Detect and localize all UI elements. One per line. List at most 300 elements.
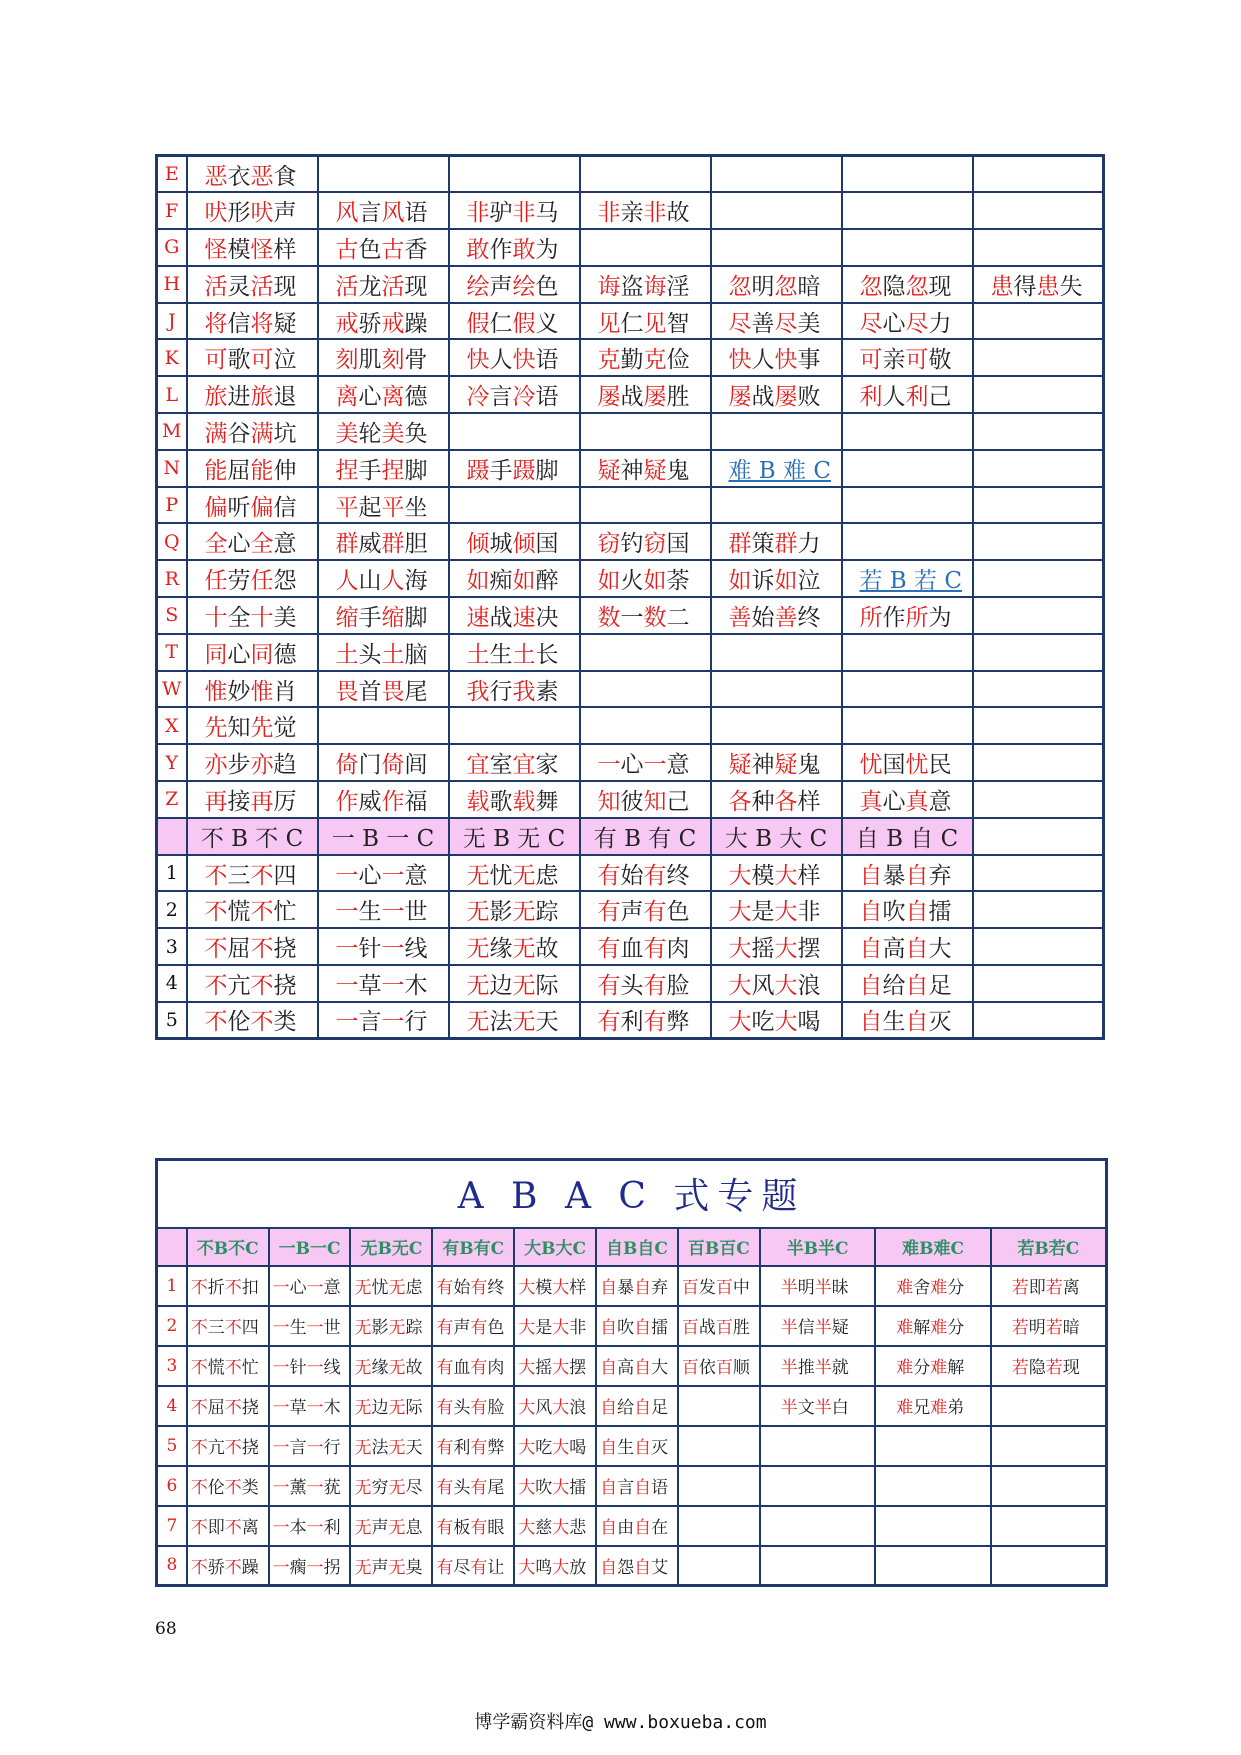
table-row [157,1466,1107,1506]
idiom-char: 自 [600,1358,618,1378]
idiom-cell [842,192,973,229]
pattern-link[interactable]: 难 B 难 C [728,457,831,484]
idiom-cell [842,891,973,928]
idiom-char: 大 [552,1557,570,1578]
idiom-char: 声 [620,899,644,926]
abac-idiom-table-2 [155,1158,1108,1587]
idiom-char: 香 [404,236,428,263]
row-label: L [157,376,187,413]
pattern-header-row [157,818,1104,855]
idiom-char: 缩 [335,604,359,631]
idiom-char: 头 [453,1478,471,1498]
idiom-cell [318,1002,449,1039]
idiom-char: 薰 [289,1478,307,1498]
idiom-char: 脑 [404,641,428,668]
page-number: 68 [155,1619,177,1639]
idiom-char: 马 [535,200,559,227]
idiom-cell [711,487,842,524]
idiom-char: 有 [643,936,667,963]
idiom-cell [973,192,1104,229]
idiom-char: 歌 [227,347,251,374]
idiom-cell [269,1466,351,1506]
idiom-char: 无 [354,1278,372,1298]
idiom-char: 戒 [381,310,405,337]
idiom-char: 摇 [751,936,775,963]
idiom-char: 觉 [273,715,297,742]
idiom-char: 亲 [882,347,906,374]
idiom-char: 忽 [905,273,929,300]
idiom-char: 不 [224,1398,242,1418]
idiom-cell [842,523,973,560]
idiom-char: 百 [681,1278,699,1298]
idiom-char: 大 [518,1278,536,1298]
table-row [157,707,1104,744]
idiom-char: 忧 [371,1278,389,1298]
idiom-char: 彼 [620,788,644,815]
row-label: F [157,192,187,229]
idiom-cell [187,744,318,781]
idiom-char: 妙 [227,678,251,705]
idiom-char: 诲 [643,273,667,300]
idiom-char: 扣 [241,1278,259,1298]
idiom-cell [875,1266,991,1306]
idiom-char: 宜 [466,752,490,779]
idiom-char: 头 [620,972,644,999]
idiom-char: 假 [466,310,490,337]
idiom-char: 十 [250,604,274,631]
idiom-char: 自 [634,1358,652,1378]
idiom-char: 吹 [882,899,906,926]
idiom-char: 可 [905,347,929,374]
idiom-char: 见 [597,310,621,337]
idiom-char: 浪 [569,1398,587,1418]
idiom-cell [580,376,711,413]
idiom-char: 平 [381,494,405,521]
idiom-cell [842,597,973,634]
table-row [157,156,1104,193]
idiom-char: 劳 [227,568,251,595]
idiom-char: 无 [354,1557,372,1578]
idiom-cell [187,303,318,340]
idiom-char: 屡 [597,384,621,411]
idiom-char: 全 [250,531,274,558]
idiom-char: 自 [859,972,883,999]
idiom-char: 作 [489,236,513,263]
idiom-char: 决 [535,604,559,631]
idiom-char: 躁 [241,1557,259,1578]
idiom-char: 无 [512,862,536,889]
idiom-char: 不 [190,1398,208,1418]
idiom-char: 自 [905,972,929,999]
pattern-header: 百B百C [678,1228,760,1266]
idiom-cell [187,560,318,597]
idiom-cell [711,707,842,744]
idiom-char: 人 [751,347,775,374]
table-row [157,1266,1107,1306]
idiom-char: 德 [273,641,297,668]
row-label: M [157,413,187,450]
idiom-char: 蹑 [512,457,536,484]
pattern-header: 一 B 一 C [318,818,449,855]
idiom-char: 大 [728,972,752,999]
idiom-cell [350,1386,432,1426]
idiom-char: 脚 [535,457,559,484]
idiom-char: 摆 [569,1358,587,1378]
idiom-char: 无 [466,936,490,963]
idiom-cell [187,781,318,818]
idiom-char: 难 [896,1318,914,1338]
idiom-char: 信 [273,494,297,521]
idiom-cell [449,744,580,781]
idiom-cell [449,487,580,524]
idiom-char: 自 [905,1009,929,1036]
idiom-char: 一 [272,1518,290,1538]
idiom-cell [596,1346,678,1386]
idiom-char: 挠 [273,972,297,999]
idiom-char: 怨 [617,1557,635,1578]
idiom-char: 线 [323,1358,341,1378]
idiom-char: 半 [814,1398,832,1418]
idiom-char: 群 [381,531,405,558]
idiom-cell [842,928,973,965]
idiom-char: 一 [306,1358,324,1378]
idiom-cell [187,1346,269,1386]
idiom-char: 勤 [620,347,644,374]
idiom-char: 退 [273,384,297,411]
idiom-cell [580,560,711,597]
idiom-char: 不 [224,1478,242,1498]
idiom-char: 色 [666,899,690,926]
idiom-char: 无 [512,899,536,926]
idiom-cell [973,266,1104,303]
table-row [157,855,1104,892]
idiom-char: 一 [597,752,621,779]
row-label: 3 [157,1346,187,1386]
idiom-char: 色 [535,273,559,300]
idiom-char: 一 [272,1278,290,1298]
idiom-cell [449,339,580,376]
idiom-cell [580,744,711,781]
idiom-char: 人 [489,347,513,374]
idiom-char: 大 [518,1358,536,1378]
idiom-cell [514,1546,596,1586]
idiom-char: 瘸 [289,1557,307,1578]
idiom-char: 大 [728,1009,752,1036]
idiom-char: 速 [466,604,490,631]
idiom-char: 半 [814,1278,832,1298]
idiom-char: 尽 [405,1478,423,1498]
idiom-cell [973,303,1104,340]
table-row [157,928,1104,965]
idiom-char: 畏 [381,678,405,705]
idiom-char: 百 [681,1318,699,1338]
idiom-cell [318,156,449,193]
idiom-char: 疑 [728,752,752,779]
idiom-char: 非 [466,200,490,227]
idiom-char: 大 [552,1398,570,1418]
idiom-cell [318,266,449,303]
idiom-cell [842,855,973,892]
idiom-cell [991,1426,1107,1466]
row-label: W [157,671,187,708]
idiom-char: 将 [204,310,228,337]
idiom-char: 平 [335,494,359,521]
idiom-cell [318,781,449,818]
idiom-cell [514,1506,596,1546]
idiom-char: 是 [751,899,775,926]
idiom-cell [432,1386,514,1426]
row-label: E [157,156,187,193]
idiom-cell [760,1346,876,1386]
idiom-cell [973,339,1104,376]
idiom-cell [350,1306,432,1346]
idiom-char: 利 [905,384,929,411]
idiom-cell [580,1002,711,1039]
idiom-char: 挠 [241,1398,259,1418]
idiom-char: 吹 [617,1318,635,1338]
idiom-char: 大 [728,899,752,926]
idiom-char: 弟 [947,1398,965,1418]
idiom-char: 无 [466,972,490,999]
row-label: K [157,339,187,376]
idiom-cell [187,192,318,229]
idiom-char: 色 [487,1318,505,1338]
idiom-char: 缘 [371,1358,389,1378]
idiom-char: 患 [990,273,1014,300]
table-row [157,597,1104,634]
idiom-cell [580,229,711,266]
idiom-char: 亦 [204,752,228,779]
idiom-char: 木 [323,1398,341,1418]
idiom-char: 速 [512,604,536,631]
pattern-header: 自 B 自 C [842,818,973,855]
idiom-char: 家 [535,752,559,779]
idiom-cell [449,303,580,340]
idiom-char: 舞 [535,788,559,815]
idiom-char: 门 [358,752,382,779]
idiom-cell [842,450,973,487]
idiom-cell [514,1466,596,1506]
idiom-cell [973,450,1104,487]
idiom-char: 文 [797,1398,815,1418]
idiom-char: 可 [204,347,228,374]
idiom-char: 天 [405,1438,423,1458]
idiom-cell [711,744,842,781]
idiom-char: 有 [470,1358,488,1378]
idiom-char: 脚 [404,457,428,484]
idiom-char: 尽 [774,310,798,337]
idiom-char: 趋 [273,752,297,779]
idiom-char: 美 [797,310,821,337]
idiom-char: 无 [466,862,490,889]
idiom-char: 有 [597,899,621,926]
idiom-char: 自 [859,936,883,963]
pattern-link[interactable]: 若 B 若 C [859,568,962,595]
idiom-char: 同 [204,641,228,668]
idiom-char: 快 [512,347,536,374]
table-row [157,229,1104,266]
idiom-char: 离 [1062,1278,1080,1298]
idiom-cell [711,266,842,303]
idiom-char: 世 [404,899,428,926]
idiom-char: 大 [651,1358,669,1378]
idiom-cell [187,156,318,193]
idiom-char: 本 [289,1518,307,1538]
idiom-char: 虑 [405,1278,423,1298]
idiom-cell [678,1546,760,1586]
idiom-char: 惟 [204,678,228,705]
idiom-char: 一 [620,604,644,631]
idiom-char: 作 [381,788,405,815]
idiom-char: 弃 [928,862,952,889]
idiom-char: 步 [227,752,251,779]
idiom-char: 有 [597,936,621,963]
idiom-char: 臭 [405,1557,423,1578]
idiom-char: 难 [896,1398,914,1418]
idiom-cell [187,1002,318,1039]
idiom-char: 无 [388,1278,406,1298]
idiom-char: 自 [600,1478,618,1498]
idiom-char: 吹 [535,1478,553,1498]
idiom-char: 无 [354,1518,372,1538]
idiom-char: 际 [535,972,559,999]
idiom-char: 若 [1011,1278,1029,1298]
idiom-char: 窃 [643,531,667,558]
idiom-char: 依 [698,1358,716,1378]
idiom-cell [350,1346,432,1386]
idiom-char: 患 [1036,273,1060,300]
idiom-cell [432,1466,514,1506]
idiom-cell [678,1426,760,1466]
idiom-char: 一 [643,752,667,779]
idiom-cell [187,891,318,928]
idiom-char: 自 [600,1518,618,1538]
row-label: J [157,303,187,340]
idiom-char: 无 [354,1478,372,1498]
idiom-char: 一 [306,1318,324,1338]
idiom-char: 知 [597,788,621,815]
idiom-char: 推 [797,1358,815,1378]
idiom-char: 活 [335,273,359,300]
idiom-char: 影 [371,1318,389,1338]
idiom-cell [350,1426,432,1466]
idiom-cell [350,1506,432,1546]
idiom-char: 大 [928,936,952,963]
idiom-char: 善 [751,310,775,337]
idiom-cell [711,891,842,928]
idiom-char: 声 [371,1518,389,1538]
idiom-char: 现 [1062,1358,1080,1378]
idiom-char: 给 [617,1398,635,1418]
idiom-char: 有 [436,1278,454,1298]
idiom-char: 肌 [358,347,382,374]
idiom-char: 先 [250,715,274,742]
idiom-char: 明 [1028,1318,1046,1338]
idiom-char: 一 [272,1318,290,1338]
idiom-char: 自 [859,899,883,926]
idiom-char: 先 [204,715,228,742]
idiom-cell [991,1266,1107,1306]
idiom-char: 窃 [597,531,621,558]
idiom-char: 不 [190,1478,208,1498]
idiom-char: 吠 [250,200,274,227]
idiom-char: 一 [381,862,405,889]
idiom-char: 自 [600,1438,618,1458]
idiom-char: 一 [272,1478,290,1498]
idiom-cell [580,156,711,193]
idiom-char: 有 [436,1358,454,1378]
idiom-char: 慌 [207,1358,225,1378]
idiom-cell [842,781,973,818]
idiom-char: 载 [512,788,536,815]
idiom-cell [449,266,580,303]
idiom-cell [449,156,580,193]
idiom-cell [269,1546,351,1586]
idiom-char: 言 [289,1438,307,1458]
idiom-cell [875,1346,991,1386]
idiom-cell [580,891,711,928]
idiom-char: 旅 [204,384,228,411]
idiom-cell [973,707,1104,744]
idiom-cell [449,192,580,229]
idiom-char: 若 [1045,1358,1063,1378]
idiom-char: 浪 [797,972,821,999]
idiom-char: 缘 [489,936,513,963]
idiom-char: 鬼 [797,752,821,779]
idiom-char: 福 [404,788,428,815]
idiom-cell [991,1466,1107,1506]
idiom-char: 恶 [204,163,228,190]
idiom-char: 四 [241,1318,259,1338]
idiom-char: 弊 [666,1009,690,1036]
idiom-char: 样 [797,862,821,889]
idiom-char: 畏 [335,678,359,705]
idiom-char: 大 [774,936,798,963]
idiom-cell [318,707,449,744]
idiom-cell [973,1002,1104,1039]
idiom-char: 有 [597,1009,621,1036]
table-row [157,1346,1107,1386]
row-label: H [157,266,187,303]
idiom-cell [318,597,449,634]
idiom-cell [269,1426,351,1466]
idiom-char: 敢 [466,236,490,263]
idiom-char: 绘 [512,273,536,300]
idiom-char: 非 [797,899,821,926]
idiom-cell [711,229,842,266]
idiom-cell [973,597,1104,634]
pattern-header: 有 B 有 C [580,818,711,855]
idiom-char: 为 [928,604,952,631]
idiom-cell [449,376,580,413]
idiom-char: 半 [780,1318,798,1338]
idiom-char: 虑 [535,862,559,889]
idiom-char: 再 [204,788,228,815]
idiom-cell [842,744,973,781]
idiom-char: 不 [224,1358,242,1378]
idiom-char: 手 [358,604,382,631]
idiom-char: 意 [273,531,297,558]
idiom-char: 不 [204,862,228,889]
idiom-char: 忙 [241,1358,259,1378]
idiom-char: 大 [552,1478,570,1498]
idiom-cell [318,192,449,229]
pattern-header: 不 B 不 C [187,818,318,855]
idiom-char: 有 [436,1478,454,1498]
idiom-cell [580,597,711,634]
idiom-char: 若 [1045,1278,1063,1298]
idiom-char: 百 [715,1358,733,1378]
